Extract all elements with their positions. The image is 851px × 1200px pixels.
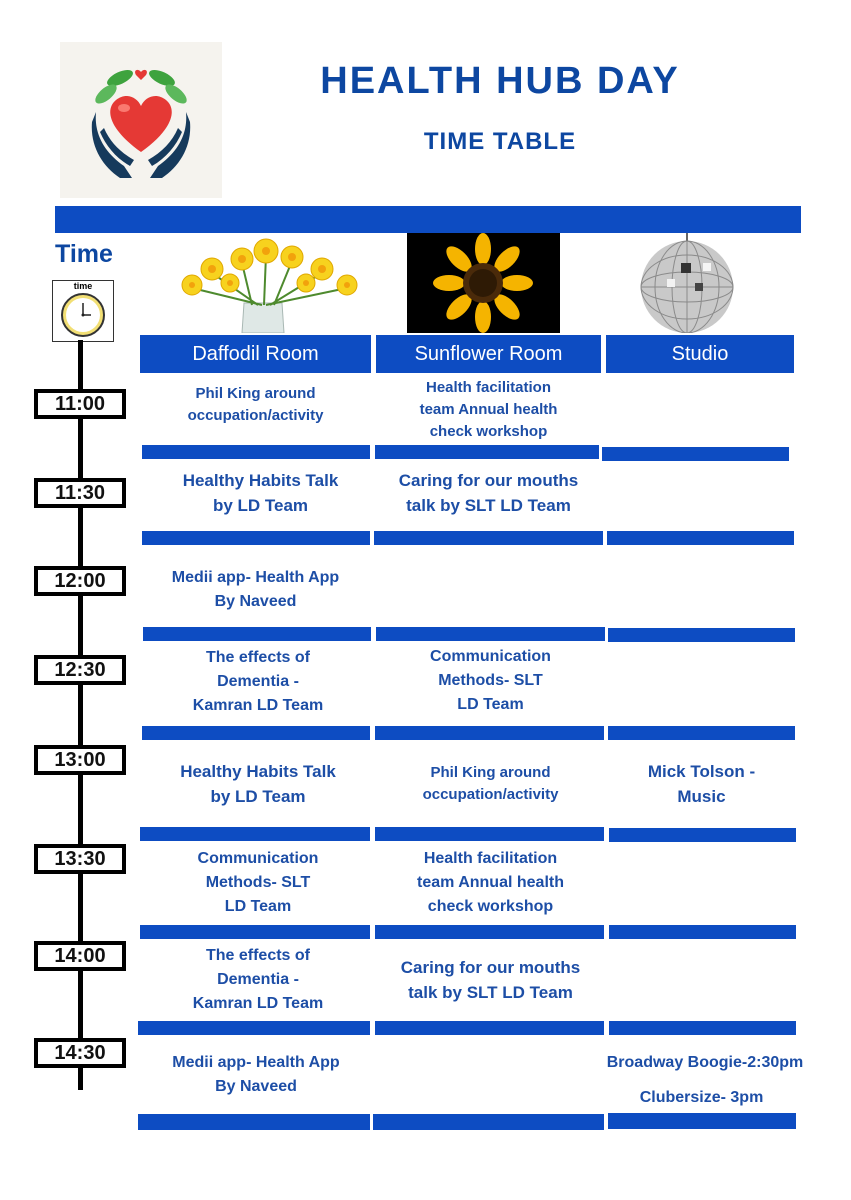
- session-cell: Healthy Habits Talk by LD Team: [180, 761, 336, 806]
- session-cell: Mick Tolson - Music: [647, 761, 756, 806]
- row-separator: [375, 726, 604, 740]
- row-separator: [607, 531, 794, 545]
- clock-label: time: [73, 281, 93, 291]
- session-cell: Caring for our mouths talk by SLT LD Team: [398, 470, 579, 515]
- room-header-studio: Studio: [606, 335, 794, 373]
- row-separator: [375, 445, 599, 459]
- room-header-sunflower: Sunflower Room: [376, 335, 601, 373]
- session-cell: Clubersize- 3pm: [639, 1089, 764, 1106]
- session-cell: Caring for our mouths talk by SLT LD Team: [400, 958, 581, 1002]
- time-slot: 12:30: [34, 655, 126, 685]
- clock-icon: [53, 291, 113, 339]
- row-separator: [608, 726, 795, 740]
- time-column-label: Time: [55, 240, 113, 268]
- row-separator: [602, 447, 789, 461]
- row-separator: [373, 1114, 604, 1130]
- session-cell: Medii app- Health App By Naveed: [171, 568, 340, 610]
- time-slot: 13:00: [34, 745, 126, 775]
- time-slot: 12:00: [34, 566, 126, 596]
- session-cell: Medii app- Health App By Naveed: [172, 1054, 340, 1095]
- heart-in-hands-icon: [60, 42, 222, 198]
- row-separator: [142, 531, 370, 545]
- header-band: [55, 206, 801, 233]
- row-separator: [143, 627, 371, 641]
- logo: [60, 42, 222, 198]
- row-separator: [609, 925, 796, 939]
- session-cell: The effects of Dementia - Kamran LD Team: [192, 947, 324, 1012]
- time-slot: 14:30: [34, 1038, 126, 1068]
- row-separator: [138, 1021, 370, 1035]
- row-separator: [142, 445, 370, 459]
- row-separator: [609, 1021, 796, 1035]
- page-title: HEALTH HUB DAY: [320, 60, 680, 102]
- row-separator: [375, 925, 604, 939]
- row-separator: [140, 925, 370, 939]
- session-cell: Phil King around occupation/activity: [187, 385, 324, 424]
- page-subtitle: TIME TABLE: [423, 128, 577, 155]
- disco-ball-image: [637, 233, 737, 333]
- session-cell: Communication Methods- SLT LD Team: [430, 648, 551, 713]
- row-separator: [375, 1021, 604, 1035]
- timeline-line: [78, 340, 83, 1090]
- session-cell: Health facilitation team Annual health check workshop: [417, 850, 564, 915]
- session-cell: Healthy Habits Talk by LD Team: [182, 470, 339, 515]
- clock-image: [52, 280, 114, 342]
- session-cell: Health facilitation team Annual health check workshop: [419, 379, 558, 440]
- time-slot: 11:30: [34, 478, 126, 508]
- sunflower-image: [407, 233, 560, 333]
- time-slot: 13:30: [34, 844, 126, 874]
- session-cell: The effects of Dementia - Kamran LD Team: [192, 649, 324, 714]
- row-separator: [138, 1114, 370, 1130]
- row-separator: [608, 1113, 796, 1129]
- row-separator: [376, 627, 605, 641]
- row-separator: [142, 726, 370, 740]
- room-header-daffodil: Daffodil Room: [140, 335, 371, 373]
- row-separator: [375, 827, 604, 841]
- session-cell: Communication Methods- SLT LD Team: [197, 850, 319, 915]
- session-cell: Broadway Boogie-2:30pm: [606, 1054, 804, 1071]
- row-separator: [140, 827, 370, 841]
- time-slot: 11:00: [34, 389, 126, 419]
- row-separator: [609, 828, 796, 842]
- row-separator: [608, 628, 795, 642]
- session-cell: Phil King around occupation/activity: [422, 764, 559, 803]
- daffodil-image: [172, 233, 368, 333]
- row-separator: [374, 531, 603, 545]
- time-slot: 14:00: [34, 941, 126, 971]
